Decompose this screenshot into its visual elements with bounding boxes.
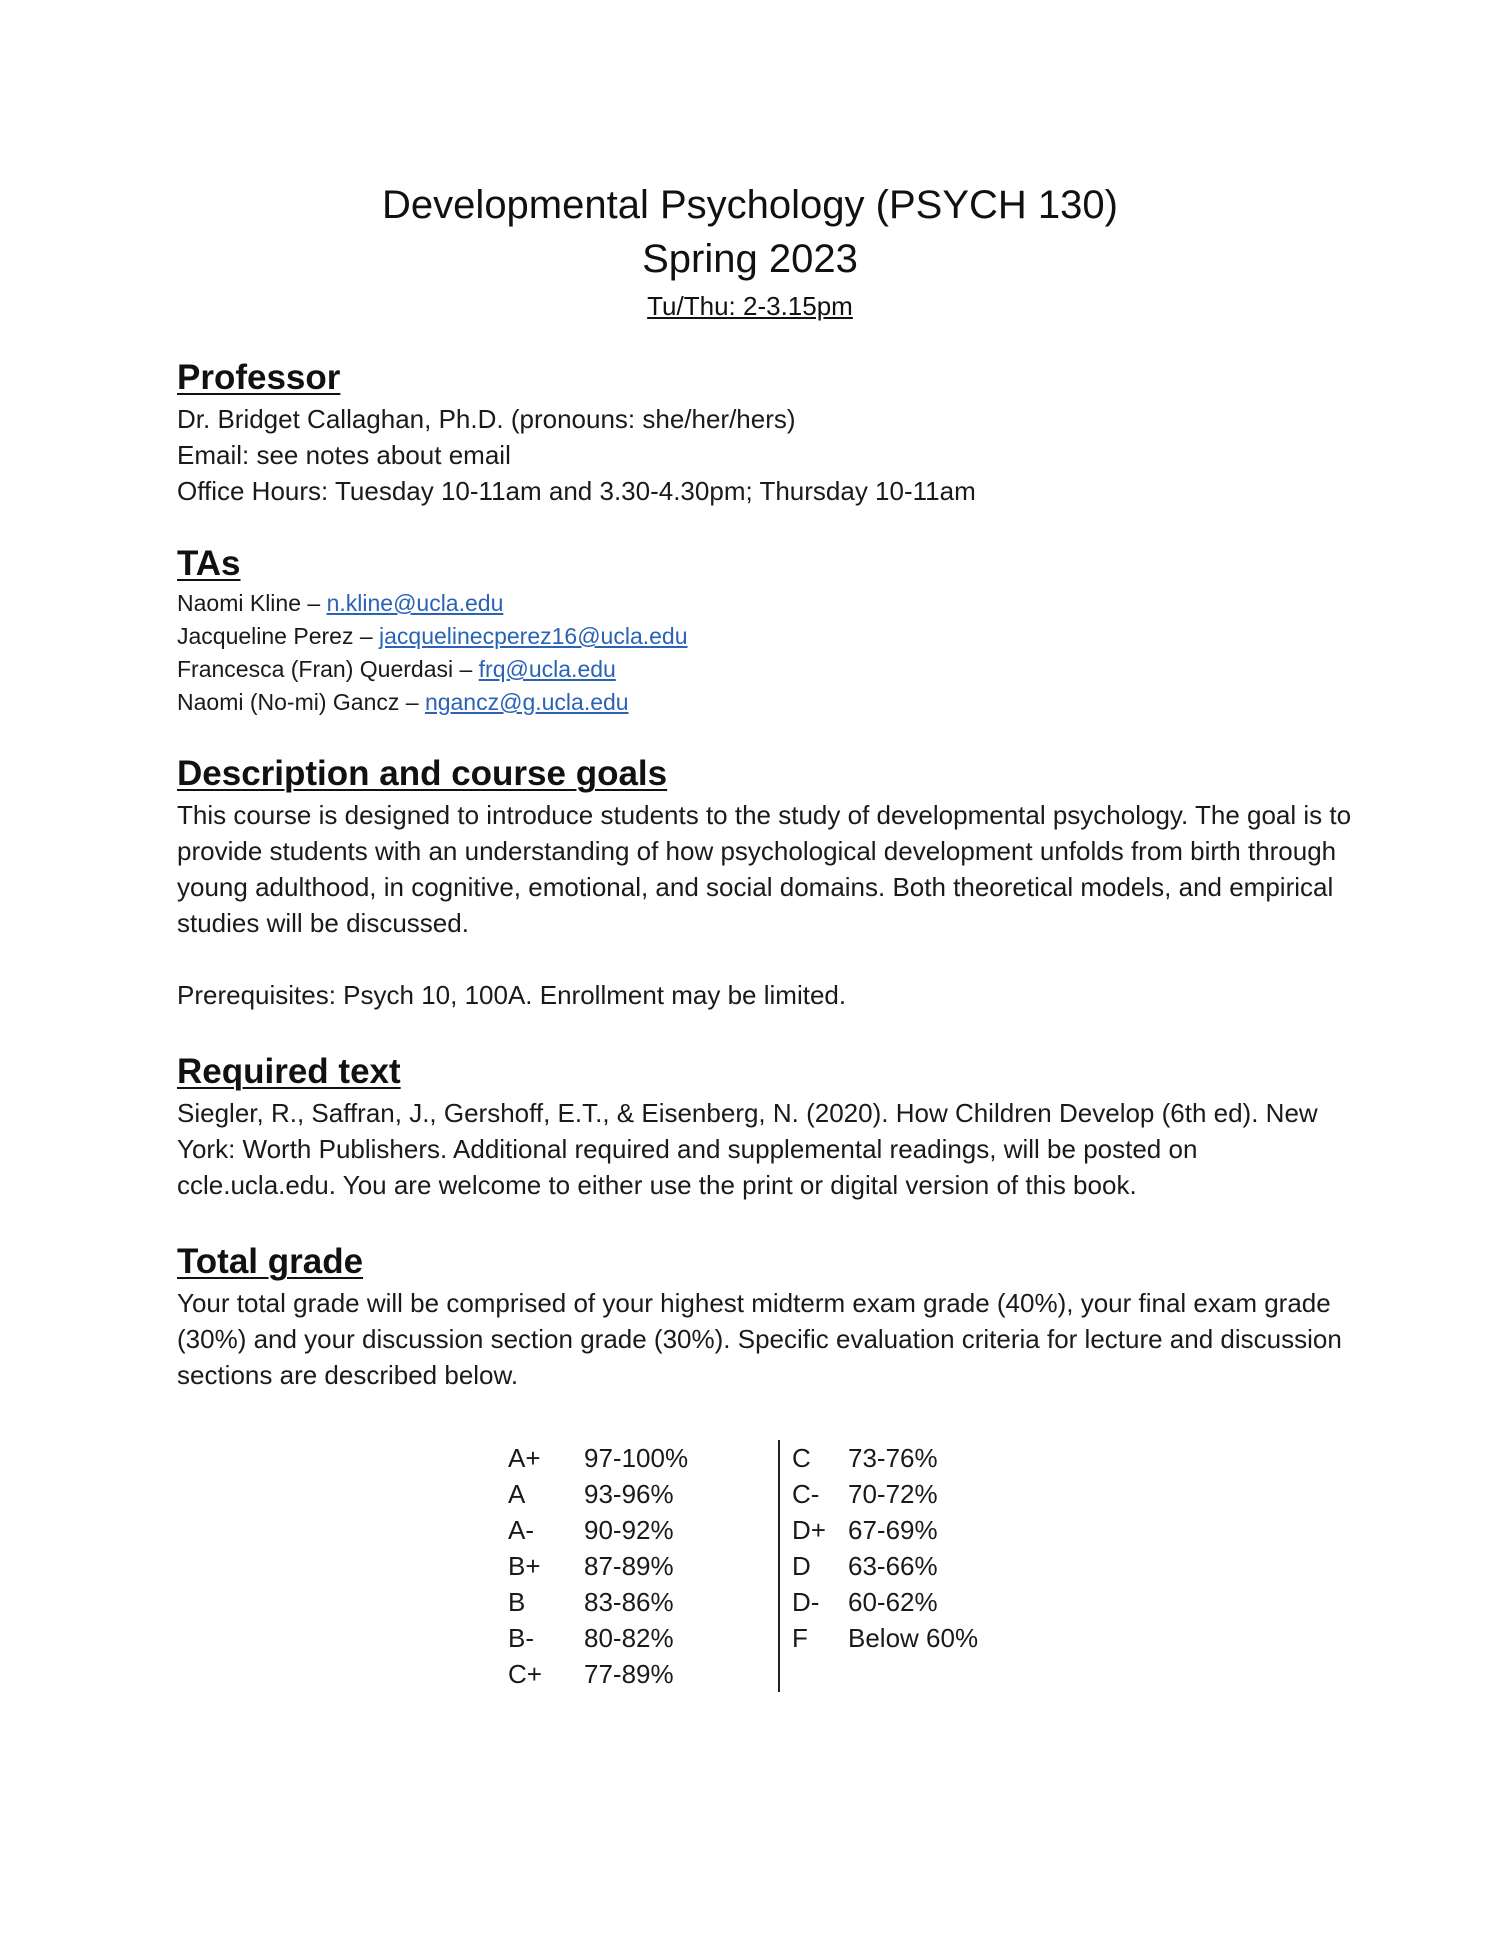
grade-letter: D+ [792,1515,826,1545]
grade-row [508,1620,694,1656]
grade-row [792,1476,1008,1512]
grade-range: 93-96% [584,1479,674,1509]
grade-letter: F [792,1623,808,1653]
grade-letter: B- [508,1623,534,1653]
ta-name: Jacqueline Perez – [177,623,380,649]
grade-letter: A+ [508,1443,541,1473]
grade-scale-left-column [508,1440,694,1692]
grade-range: 73-76% [848,1443,938,1473]
grade-range: 60-62% [848,1587,938,1617]
total-grade-body: Your total grade will be comprised of your highest midterm exam grade (40%), your final exam grade (30%) and your discussion section grade (30%). Specific evaluation criteria for lecture and discussion sections are described below. [177,1288,1342,1390]
grade-letter: A- [508,1515,534,1545]
professor-heading: Professor [177,358,341,397]
prerequisites: Prerequisites: Psych 10, 100A. Enrollment may be limited. [177,980,847,1010]
grade-range: 63-66% [848,1551,938,1581]
grade-row [792,1440,1008,1476]
grade-letter: D [792,1551,811,1581]
grade-row [508,1476,694,1512]
ta-name: Naomi (No-mi) Gancz – [177,689,425,715]
grade-row [792,1548,1008,1584]
grade-range: 77-89% [584,1659,674,1689]
course-schedule: Tu/Thu: 2-3.15pm [647,291,853,321]
grade-row [508,1656,694,1692]
ta-email-link[interactable]: n.kline@ucla.edu [326,590,504,616]
required-text-heading: Required text [177,1052,401,1091]
ta-email-link[interactable]: ngancz@g.ucla.edu [424,689,629,715]
ta-name: Francesca (Fran) Querdasi – [177,656,479,682]
grade-row [792,1620,1008,1656]
tas-heading: TAs [177,544,241,583]
grade-row [508,1440,694,1476]
grade-letter: C+ [508,1659,542,1689]
grade-range: 90-92% [584,1515,674,1545]
course-term: Spring 2023 [642,237,858,281]
grade-range: 97-100% [584,1443,689,1473]
grade-row [508,1512,694,1548]
syllabus-content [177,355,1357,1393]
ta-item [177,620,1357,653]
grade-row [508,1548,694,1584]
grade-range: 83-86% [584,1587,674,1617]
grade-scale-divider [778,1440,780,1692]
grade-letter: C [792,1443,811,1473]
description-heading: Description and course goals [177,754,668,793]
grade-row [792,1584,1008,1620]
grade-row [508,1584,694,1620]
grade-letter: D- [792,1587,820,1617]
total-grade-heading: Total grade [177,1242,364,1281]
required-text-body: Siegler, R., Saffran, J., Gershoff, E.T., & Eisenberg, N. (2020). How Children Develop (6th ed). New York: Worth Publishers. Additional required and supplemental readings, will be posted on ccle.ucla.edu. You are welcome to either use the print or digital version of this book. [177,1098,1318,1200]
grade-range: 70-72% [848,1479,938,1509]
ta-name: Naomi Kline – [177,590,327,616]
grade-row [792,1512,1008,1548]
grade-letter: B+ [508,1551,541,1581]
grade-range: Below 60% [848,1623,979,1653]
ta-item [177,686,1357,719]
professor-office-hours: Office Hours: Tuesday 10-11am and 3.30-4.30pm; Thursday 10-11am [177,476,976,506]
grade-letter: A [508,1479,526,1509]
grade-scale-right-column [792,1440,1008,1692]
professor-name: Dr. Bridget Callaghan, Ph.D. (pronouns: she/her/hers) [177,404,796,434]
grade-scale-table [508,1440,1008,1692]
ta-email-link[interactable]: jacquelinecperez16@ucla.edu [379,623,688,649]
description-body: This course is designed to introduce students to the study of developmental psychology. The goal is to provide students with an understanding of how psychological development unfolds from birth through young adulthood, in cognitive, emotional, and social domains. Both theoretical models, and empirical studies will be discussed. [177,800,1352,938]
ta-item [177,653,1357,686]
professor-email: Email: see notes about email [177,440,511,470]
grade-letter: C- [792,1479,820,1509]
grade-range: 67-69% [848,1515,938,1545]
grade-range: 80-82% [584,1623,674,1653]
grade-letter: B [508,1587,526,1617]
ta-item [177,587,1357,620]
course-title: Developmental Psychology (PSYCH 130) [382,183,1118,227]
grade-range: 87-89% [584,1551,674,1581]
title-block [0,178,1500,326]
ta-email-link[interactable]: frq@ucla.edu [478,656,616,682]
